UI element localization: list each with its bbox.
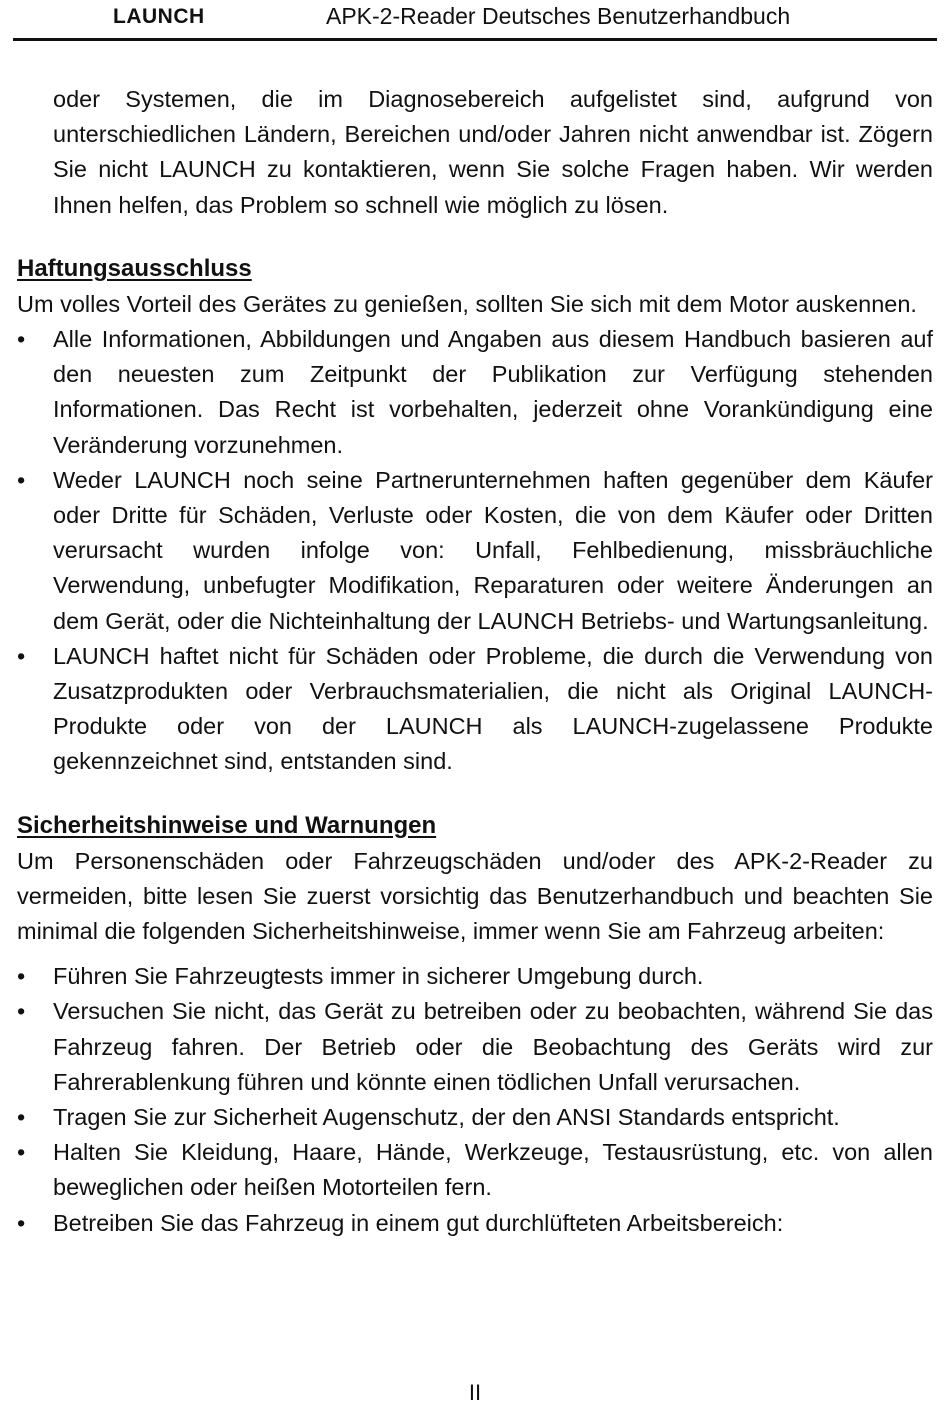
list-item <box>17 1206 933 1241</box>
list-item <box>17 322 933 463</box>
page-header <box>13 0 937 41</box>
list-item-text: Weder LAUNCH noch seine Partnerunternehmen haften gegenüber dem Käufer oder Dritte für Schäden, Verluste oder Kosten, die von dem Käufer oder Dritten verursacht wurden infolge von: Unfall, Fehlbedienung, missbräuchliche Verwendung, unbefugter Modifikation, Reparaturen oder weitere Änderungen an dem Gerät, oder die Nichteinhaltung der LAUNCH Betriebs- und Wartungsanleitung. <box>53 466 933 634</box>
safety-heading: Sicherheitshinweise und Warnungen <box>17 811 437 839</box>
brand-name: LAUNCH <box>113 5 205 28</box>
bullet-icon: • <box>17 1139 26 1166</box>
safety-lead: Um Personenschäden oder Fahrzeugschäden und/oder des APK-2-Reader zu vermeiden, bitte lesen Sie zuerst vorsichtig das Benutzerhandbuch und beachten Sie minimal die folgenden Sicherheitshinweise, immer wenn Sie am Fahrzeug arbeiten: <box>17 847 933 945</box>
list-item-text: LAUNCH haftet nicht für Schäden oder Probleme, die durch die Verwendung von Zusatzprodukten oder Verbrauchsmaterialien, die nicht als Original LAUNCH-Produkte oder von der LAUNCH als LAUNCH-zugelassene Produkte gekennzeichnet sind, entstanden sind. <box>53 642 933 775</box>
bullet-icon: • <box>17 963 26 990</box>
disclaimer-list <box>17 322 933 780</box>
list-item-text: Betreiben Sie das Fahrzeug in einem gut durchlüfteten Arbeitsbereich: <box>53 1209 784 1236</box>
bullet-icon: • <box>17 466 26 493</box>
intro-paragraph: oder Systemen, die im Diagnosebereich aufgelistet sind, aufgrund von unterschiedlichen Ländern, Bereichen und/oder Jahren nicht anwendbar ist. Zögern Sie nicht LAUNCH zu kontaktieren, wenn Sie solche Fragen haben. Wir werden Ihnen helfen, das Problem so schnell wie möglich zu lösen. <box>53 86 933 218</box>
list-item-text: Führen Sie Fahrzeugtests immer in sicherer Umgebung durch. <box>53 963 704 990</box>
bullet-icon: • <box>17 1209 26 1236</box>
list-item <box>17 1100 933 1135</box>
safety-list <box>17 959 933 1241</box>
list-item-text: Tragen Sie zur Sicherheit Augenschutz, der den ANSI Standards entspricht. <box>53 1104 840 1131</box>
disclaimer-heading: Haftungsausschluss <box>17 254 252 282</box>
list-item <box>17 463 933 639</box>
list-item-text: Alle Informationen, Abbildungen und Angaben aus diesem Handbuch basieren auf den neuesten zum Zeitpunkt der Publikation zur Verfügung stehenden Informationen. Das Recht ist vorbehalten, jederzeit ohne Vorankündigung eine Veränderung vorzunehmen. <box>53 326 933 458</box>
page-content <box>17 82 933 1241</box>
page-number: II <box>468 1380 482 1405</box>
list-item <box>17 994 933 1100</box>
disclaimer-lead: Um volles Vorteil des Gerätes zu genießen, sollten Sie sich mit dem Motor auskennen. <box>17 290 917 317</box>
document-title: APK-2-Reader Deutsches Benutzerhandbuch <box>326 3 791 29</box>
list-item <box>17 1135 933 1205</box>
bullet-icon: • <box>17 998 26 1025</box>
list-item-text: Halten Sie Kleidung, Haare, Hände, Werkzeuge, Testausrüstung, etc. von allen beweglichen oder heißen Motorteilen fern. <box>53 1139 933 1201</box>
list-item <box>17 639 933 780</box>
bullet-icon: • <box>17 1104 26 1131</box>
list-item <box>17 959 933 994</box>
bullet-icon: • <box>17 642 26 669</box>
list-item-text: Versuchen Sie nicht, das Gerät zu betreiben oder zu beobachten, während Sie das Fahrzeug fahren. Der Betrieb oder die Beobachtung des Geräts wird zur Fahrerablenkung führen und könnte einen tödlichen Unfall verursachen. <box>53 998 933 1095</box>
bullet-icon: • <box>17 326 26 353</box>
